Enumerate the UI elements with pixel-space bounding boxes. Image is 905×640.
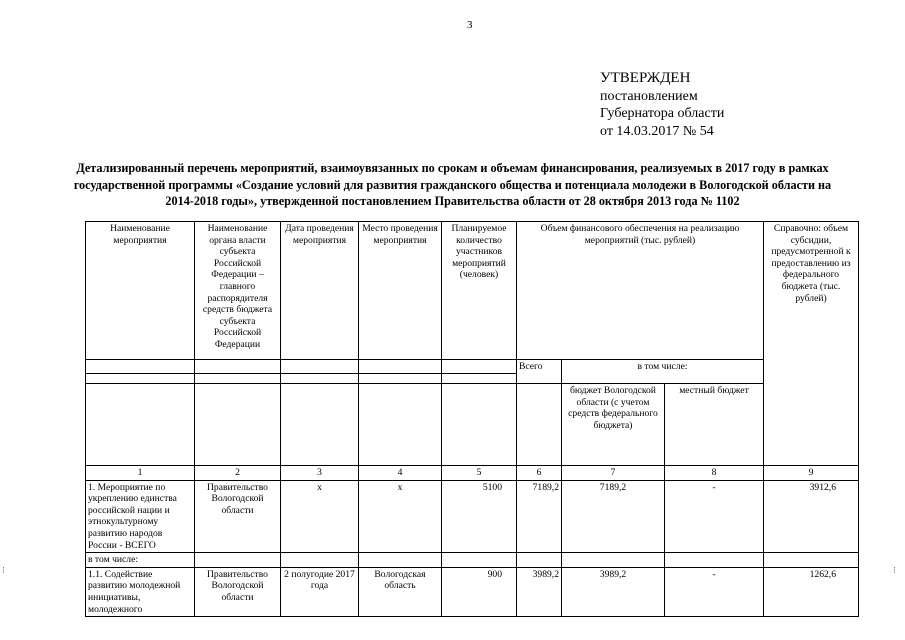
col-number: 6 (517, 466, 562, 481)
blank-cell (86, 384, 195, 466)
row-name: 1.1. Содействие развитию молодежной инициативы, молодежного (86, 567, 195, 616)
blank-cell (359, 360, 442, 374)
header-date: Дата проведения мероприятия (281, 222, 359, 360)
blank-cell (517, 553, 562, 568)
blank-cell (281, 384, 359, 466)
row-reference: 1262,6 (764, 567, 859, 616)
approval-line-2: постановлением (600, 88, 698, 104)
margin-mark-left: ⁝ (2, 565, 5, 575)
col-number: 3 (281, 466, 359, 481)
blank-cell (86, 374, 195, 384)
blank-cell (86, 360, 195, 374)
approval-line-4: от 14.03.2017 № 54 (600, 123, 714, 139)
approval-line-3: Губернатора области (600, 106, 725, 121)
row-regional: 3989,2 (562, 567, 665, 616)
blank-cell (517, 384, 562, 466)
col-number: 8 (665, 466, 764, 481)
row-total: 7189,2 (517, 480, 562, 553)
page-number: 3 (467, 19, 473, 31)
blank-cell (281, 360, 359, 374)
header-place: Место проведения мероприятия (359, 222, 442, 360)
blank-cell (442, 553, 517, 568)
row-total: 3989,2 (517, 567, 562, 616)
row-local: - (665, 480, 764, 553)
approval-stamp (600, 70, 724, 140)
row-local: - (665, 567, 764, 616)
header-funding: Объем финансового обеспечения на реализацию мероприятий (тыс. рублей) (517, 222, 764, 360)
col-number: 1 (86, 466, 195, 481)
row-date: 2 полугодие 2017 года (281, 567, 359, 616)
measures-table (85, 221, 859, 617)
col-number: 4 (359, 466, 442, 481)
blank-cell (442, 384, 517, 466)
blank-cell (359, 374, 442, 384)
row-organ: Правительство Вологодской области (195, 480, 281, 553)
blank-cell (442, 360, 517, 374)
header-reference: Справочно: объем субсидии, предусмотренной к предоставлению из федерального бюджета (тыс. рублей) (764, 222, 859, 466)
blank-cell (195, 374, 281, 384)
blank-cell (764, 553, 859, 568)
table-row (86, 567, 859, 616)
row-place: Вологодская область (359, 567, 442, 616)
header-regional-budget: бюджет Вологодской области (с учетом средств федерального бюджета) (562, 384, 665, 466)
row-date: х (281, 480, 359, 553)
row-reference: 3912,6 (764, 480, 859, 553)
row-regional: 7189,2 (562, 480, 665, 553)
row-organ: Правительство Вологодской области (195, 567, 281, 616)
header-organ: Наименование органа власти субъекта Российской Федерации – главного распорядителя средств бюджета субъекта Российской Федерации (195, 222, 281, 360)
header-name: Наименование мероприятия (86, 222, 195, 360)
subheader-including: в том числе: (86, 553, 195, 568)
row-name: 1. Мероприятие по укреплению единства российской нации и этнокультурному развитию народов России - ВСЕГО (86, 480, 195, 553)
row-participants: 900 (442, 567, 517, 616)
table-row (86, 480, 859, 553)
blank-cell (195, 553, 281, 568)
col-number: 7 (562, 466, 665, 481)
row-place: х (359, 480, 442, 553)
blank-cell (359, 384, 442, 466)
header-participants: Планируемое количество участников мероприятий (человек) (442, 222, 517, 360)
blank-cell (562, 553, 665, 568)
blank-cell (281, 374, 359, 384)
col-number: 9 (764, 466, 859, 481)
title-line-3: 2014-2018 годы», утвержденной постановлением Правительства области от 28 октября 2013 года № 1102 (165, 194, 740, 208)
blank-cell (359, 553, 442, 568)
margin-mark-right: ⁝ (893, 565, 896, 575)
title-line-2: государственной программы «Создание условий для развития гражданского общества и потенциала молодежи в Вологодской области на (73, 177, 832, 192)
blank-cell (281, 553, 359, 568)
title-line-1: Детализированный перечень мероприятий, взаимоувязанных по срокам и объемам финансирования, реализуемых в 2017 году в рамках (76, 161, 829, 175)
header-total: Всего (517, 360, 562, 384)
blank-cell (195, 384, 281, 466)
blank-cell (665, 553, 764, 568)
row-participants: 5100 (442, 480, 517, 553)
blank-cell (195, 360, 281, 374)
col-number: 2 (195, 466, 281, 481)
header-local-budget: местный бюджет (665, 384, 764, 466)
col-number: 5 (442, 466, 517, 481)
header-including: в том числе: (562, 360, 764, 384)
blank-cell (442, 374, 517, 384)
document-title (60, 160, 845, 210)
approval-line-1: УТВЕРЖДЕН (600, 70, 691, 86)
